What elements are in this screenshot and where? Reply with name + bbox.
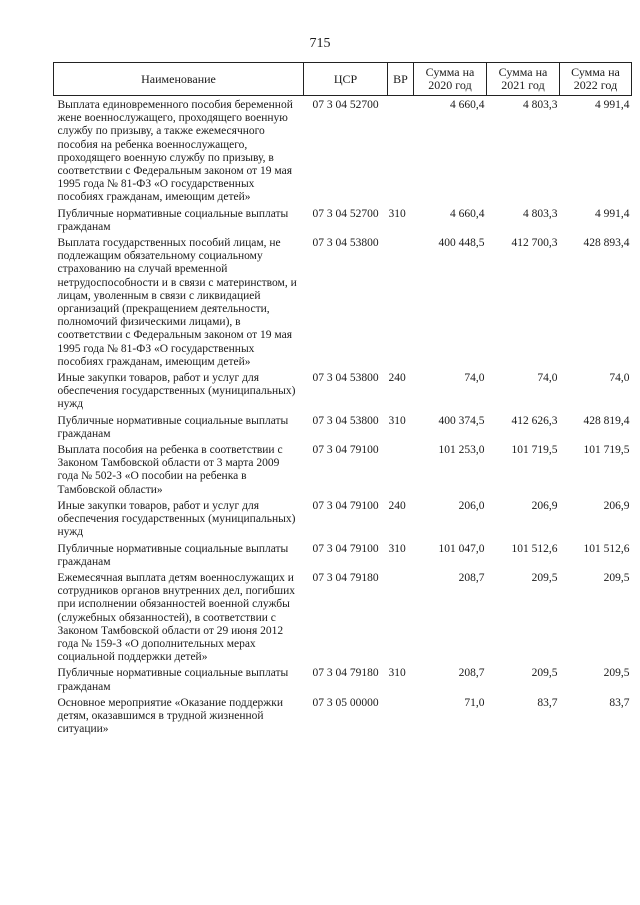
row-vr: 310: [388, 667, 406, 680]
table-row: [54, 441, 632, 497]
budget-table: [53, 62, 632, 736]
row-csr: 07 3 04 53800: [312, 414, 379, 427]
row-name: Публичные нормативные социальные выплаты гражданам: [57, 542, 289, 568]
row-sum-2022: 101 512,6: [583, 542, 630, 555]
row-sum-2021: 4 803,3: [523, 99, 558, 111]
header-sum-2021: Сумма на 2021 год: [487, 63, 560, 96]
row-sum-2020: 400 448,5: [438, 237, 485, 250]
row-name: Иные закупки товаров, работ и услуг для обеспечения государственных (муниципальных) нужд: [57, 499, 296, 539]
row-sum-2021: 4 803,3: [523, 207, 558, 220]
header-vr: ВР: [388, 63, 414, 96]
row-sum-2020: 74,0: [464, 372, 485, 385]
page-number: 715: [309, 36, 331, 51]
row-sum-2021: 209,5: [531, 571, 558, 584]
row-name: Публичные нормативные социальные выплаты гражданам: [57, 207, 289, 233]
row-sum-2020: 71,0: [464, 696, 485, 709]
row-vr: 310: [388, 542, 406, 555]
row-name: Выплата пособия на ребенка в соответствии с Законом Тамбовской области от 3 марта 2009 года № 502-З «О пособии на ребенка в Тамбовской области»: [57, 444, 283, 496]
table-row: [54, 569, 632, 664]
row-sum-2022: 428 893,4: [583, 237, 630, 250]
row-name: Публичные нормативные социальные выплаты гражданам: [57, 414, 289, 440]
row-sum-2022: 206,9: [603, 499, 630, 512]
row-sum-2022: 74,0: [609, 372, 630, 385]
row-sum-2022: 209,5: [603, 571, 630, 584]
row-name: Основное мероприятие «Оказание поддержки детям, оказавшимся в трудной жизненной ситуации»: [57, 696, 283, 736]
table-row: [54, 694, 632, 737]
row-vr: 240: [388, 372, 406, 385]
row-sum-2022: 4 991,4: [595, 207, 630, 220]
row-sum-2021: 209,5: [531, 667, 558, 680]
row-csr: 07 3 04 53800: [312, 372, 379, 385]
row-csr: 07 3 04 79100: [312, 444, 379, 457]
row-csr: 07 3 04 79180: [312, 571, 379, 584]
row-vr: [388, 569, 414, 664]
row-sum-2022: 83,7: [609, 696, 630, 709]
row-sum-2021: 206,9: [531, 499, 558, 512]
row-csr: 07 3 05 00000: [312, 696, 379, 709]
row-csr: 07 3 04 52700: [312, 207, 379, 220]
row-csr: 07 3 04 53800: [312, 237, 379, 250]
row-vr: [388, 96, 414, 205]
table-row: [54, 205, 632, 234]
row-vr: 240: [388, 499, 406, 512]
row-sum-2021: 74,0: [537, 372, 558, 385]
row-sum-2022: 209,5: [603, 667, 630, 680]
row-sum-2020: 208,7: [458, 667, 485, 680]
row-sum-2020: 206,0: [458, 499, 485, 512]
table-header: [54, 63, 632, 96]
row-sum-2021: 101 512,6: [511, 542, 558, 555]
row-sum-2022: 101 719,5: [583, 444, 630, 457]
row-name: Публичные нормативные социальные выплаты гражданам: [57, 667, 289, 693]
header-name: Наименование: [54, 63, 304, 96]
row-sum-2020: 400 374,5: [438, 414, 485, 427]
row-sum-2020: 101 047,0: [438, 542, 485, 555]
table-row: [54, 369, 632, 412]
row-csr: 07 3 04 52700: [312, 99, 379, 111]
table-row: [54, 664, 632, 693]
row-name: Ежемесячная выплата детям военнослужащих и сотрудников органов внутренних дел, погибших при исполнении обязанностей военной службы (служебных обязанностей), в соответствии с Законом Тамбовской области от 29 июня 2012 года № 159-З «О дополнительных мерах социальной поддержки детей»: [57, 571, 296, 664]
row-vr: 310: [388, 207, 406, 220]
row-name: Выплата единовременного пособия беременной жене военнослужащего, проходящего военную службу по призыву, а также ежемесячного пособия на ребенка военнослужащего, проходящего военную службу по призыву, в соответствии с Федеральным законом от 19 мая 1995 года № 81-ФЗ «О государственных пособиях гражданам, имеющим детей»: [57, 99, 293, 204]
row-sum-2020: 208,7: [458, 571, 485, 584]
row-sum-2022: 4 991,4: [595, 99, 630, 111]
table-row: [54, 412, 632, 441]
row-name: Иные закупки товаров, работ и услуг для обеспечения государственных (муниципальных) нужд: [57, 372, 296, 411]
row-sum-2020: 4 660,4: [450, 207, 485, 220]
header-csr: ЦСР: [304, 63, 388, 96]
row-sum-2021: 412 626,3: [511, 414, 558, 427]
row-vr: [388, 441, 414, 497]
row-sum-2021: 412 700,3: [511, 237, 558, 250]
row-csr: 07 3 04 79100: [312, 542, 379, 555]
row-vr: [388, 234, 414, 369]
row-sum-2021: 83,7: [537, 696, 558, 709]
row-vr: 310: [388, 414, 406, 427]
table-row: [54, 96, 632, 205]
table-row: [54, 234, 632, 369]
table-row: [54, 540, 632, 569]
row-name: Выплата государственных пособий лицам, не подлежащим обязательному социальному страхованию на случай временной нетрудоспособности и в связи с материнством, и лицам, уволенным в связи с ликвидацией организаций (прекращением деятельности, полномочий физическими лицами), в соответствии с Федеральным законом от 19 мая 1995 года № 81-ФЗ «О государственных пособиях гражданам, имеющим детей»: [57, 237, 297, 368]
row-sum-2021: 101 719,5: [511, 444, 558, 457]
row-csr: 07 3 04 79180: [312, 667, 379, 680]
row-sum-2022: 428 819,4: [583, 414, 630, 427]
row-sum-2020: 101 253,0: [438, 444, 485, 457]
row-csr: 07 3 04 79100: [312, 499, 379, 512]
row-sum-2020: 4 660,4: [450, 99, 485, 111]
table-body: [54, 96, 632, 737]
table-row: [54, 497, 632, 540]
header-sum-2022: Сумма на 2022 год: [560, 63, 632, 96]
row-vr: [388, 694, 414, 737]
header-sum-2020: Сумма на 2020 год: [414, 63, 487, 96]
